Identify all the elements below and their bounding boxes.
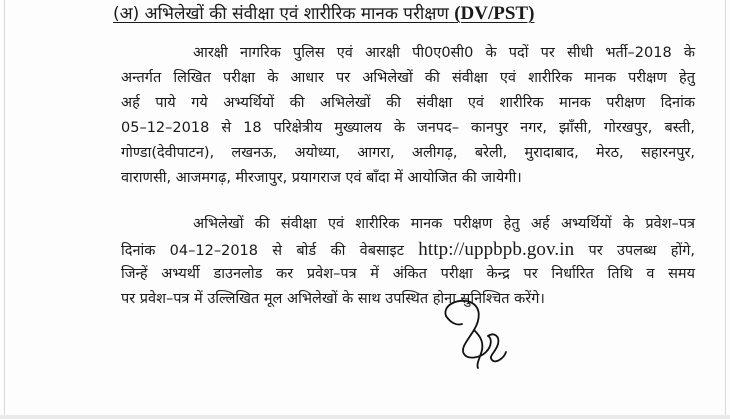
section-heading-code: (DV/PST) <box>454 3 535 24</box>
page-right-border <box>725 0 726 419</box>
section-heading-text: (अ) अभिलेखों की संवीक्षा एवं शारीरिक मानक परीक्षण <box>113 4 449 24</box>
paragraph-line: गोण्डा(देवीपाटन), लखनऊ, अयोध्या, आगरा, अलीगढ़, बरेली, मुरादाबाद, मेरठ, सहारनपुर, <box>121 145 695 161</box>
page-bottom-edge <box>0 415 730 419</box>
paragraph-schedule <box>121 41 695 191</box>
paragraph-line: अभिलेखों की संवीक्षा एवं शारीरिक मानक परीक्षण हेतु अर्ह अभ्यर्थियों के प्रवेश–पत्र <box>193 216 695 232</box>
url-lead-text: दिनांक 04–12–2018 से बोर्ड की वेबसाइट <box>121 243 404 259</box>
paragraph-line: अर्ह पाये गये अभ्यर्थियों की अभिलेखों की संवीक्षा एवं शारीरिक मानक परीक्षण दिनांक <box>121 95 695 111</box>
paragraph-line: वाराणसी, आजमगढ़, मीरजापुर, प्रयागराज एवं बाँदा में आयोजित की जायेगी। <box>121 170 522 186</box>
handwritten-signature <box>430 296 540 374</box>
paragraph-line: अन्तर्गत लिखित परीक्षा के आधार पर अभिलेखों की संवीक्षा एवं शारीरिक मानक परीक्षण हेतु <box>121 70 695 86</box>
section-heading <box>113 3 534 25</box>
paragraph-admit-card <box>121 212 695 312</box>
page-left-border <box>4 0 5 419</box>
paragraph-line-with-url <box>121 237 695 262</box>
paragraph-line: आरक्षी नागरिक पुलिस एवं आरक्षी पी0ए0सी0 के पदों पर सीधी भर्ती–2018 के <box>193 45 695 61</box>
paragraph-line: 05–12–2018 से 18 परिक्षेत्रीय मुख्यालय के जनपद– कानपुर नगर, झाँसी, गोरखपुर, बस्ती, <box>121 120 695 136</box>
url-trail-text: पर उपलब्ध होंगे, <box>588 243 695 259</box>
website-url: http://uppbpb.gov.in <box>418 239 575 260</box>
paragraph-line: पर प्रवेश–पत्र में उल्लिखित मूल अभिलेखों के साथ उपस्थित होना सुनिश्चित करेंगे। <box>121 291 545 307</box>
paragraph-line: जिन्हें अभ्यर्थी डाउनलोड कर प्रवेश–पत्र में अंकित परीक्षा केन्द्र पर निर्धारित तिथि व समय <box>121 266 695 282</box>
